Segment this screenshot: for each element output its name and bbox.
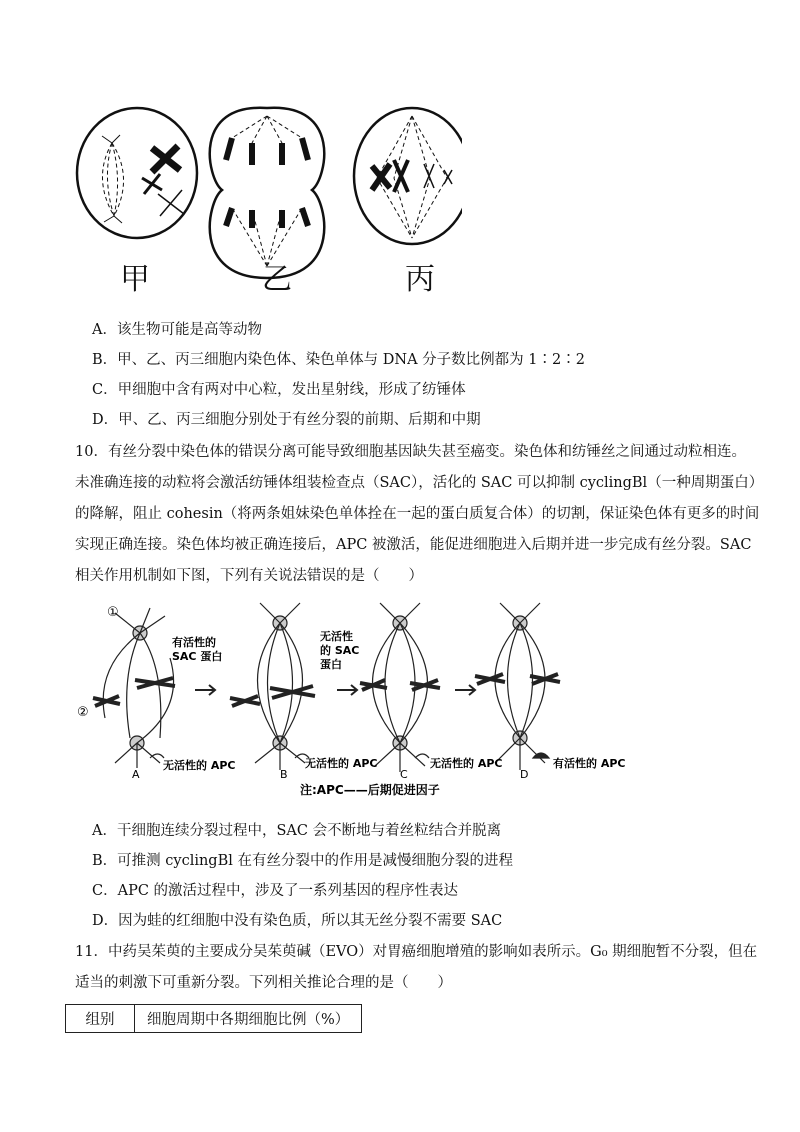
q11-line-2: 适当的刺激下可重新分裂。下列相关推论合理的是（ ）: [75, 975, 452, 991]
q9-option-a: A．该生物可能是高等动物: [92, 322, 262, 338]
q9-option-b: B．甲、乙、丙三细胞内染色体、染色单体与 DNA 分子数比例都为 1∶2∶2: [92, 352, 585, 368]
table-header-group: 组别: [66, 1005, 135, 1033]
caption-bing: 丙: [405, 262, 435, 297]
inactive-apc-label-a: 无活性的 APC: [163, 759, 236, 772]
q10-line-2: 未准确连接的动粒将会激活纺锤体组装检查点（SAC），活化的 SAC 可以抑制 cyclingBl（一种周期蛋白）: [75, 475, 764, 491]
inactive-apc-shape-a: [150, 754, 164, 758]
inactive-apc-shape-c: [415, 754, 429, 758]
q11-table: [65, 1004, 362, 1033]
spindle-cell-c: [360, 603, 440, 772]
panel-label-c: C: [400, 768, 408, 781]
sac-mechanism-figure: [75, 598, 635, 813]
spindle-cell-d: [475, 603, 560, 770]
inactive-sac-label-2: 的 SAC: [320, 644, 360, 657]
q10-line-1: 10．有丝分裂中染色体的错误分离可能导致细胞基因缺失甚至癌变。染色体和纺锤丝之间通过动粒相连。: [75, 444, 746, 460]
arrow-a-b: [195, 685, 215, 695]
inactive-sac-label-1: 无活性: [320, 630, 353, 643]
q9-option-c: C．甲细胞中含有两对中心粒，发出星射线，形成了纺锤体: [92, 382, 466, 398]
marker-2: ②: [77, 705, 89, 720]
cell-jia: [77, 108, 197, 238]
table-header-ratio: 细胞周期中各期细胞比例（%）: [135, 1005, 362, 1033]
q9-option-d: D．甲、乙、丙三细胞分别处于有丝分裂的前期、后期和中期: [92, 412, 481, 428]
q10-option-a: A．干细胞连续分裂过程中，SAC 会不断地与着丝粒结合并脱离: [92, 823, 502, 839]
q11-line-1: 11．中药吴茱萸的主要成分吴茱萸碱（EVO）对胃癌细胞增殖的影响如表所示。G₀ 期细胞暂不分裂，但在: [75, 944, 758, 960]
figure-note: 注:APC——后期促进因子: [300, 783, 440, 797]
panel-label-d: D: [520, 768, 529, 781]
q10-option-b: B．可推测 cyclingBl 在有丝分裂中的作用是减慢细胞分裂的进程: [92, 853, 513, 869]
inactive-apc-label-c: 无活性的 APC: [430, 757, 503, 770]
caption-jia: 甲: [120, 262, 150, 297]
inactive-sac-label-3: 蛋白: [320, 658, 342, 671]
active-apc-label: 有活性的 APC: [553, 757, 626, 770]
panel-label-a: A: [132, 768, 140, 781]
arrow-c-d: [455, 685, 475, 695]
marker-1: ①: [107, 605, 119, 620]
panel-label-b: B: [280, 768, 288, 781]
spindle-cell-b: [230, 603, 315, 770]
q10-option-d: D．因为蛙的红细胞中没有染色质，所以其无丝分裂不需要 SAC: [92, 913, 503, 929]
q10-line-3: 的降解，阻止 cohesin（将两条姐妹染色单体拴在一起的蛋白质复合体）的切割，保证染色体有更多的时间: [75, 506, 760, 522]
caption-yi: 乙: [262, 262, 292, 297]
q10-option-c: C．APC 的激活过程中，涉及了一系列基因的程序性表达: [92, 883, 459, 899]
cell-yi: [210, 108, 324, 278]
q10-line-4: 实现正确连接。染色体均被正确连接后，APC 被激活，能促进细胞进入后期并进一步完成有丝分裂。SAC: [75, 537, 752, 553]
q10-line-5: 相关作用机制如下图，下列有关说法错误的是（ ）: [75, 568, 423, 584]
active-sac-label-1: 有活性的: [172, 636, 216, 649]
spindle-cell-a: [93, 608, 175, 768]
inactive-apc-label-b: 无活性的 APC: [305, 757, 378, 770]
cell-bing: [354, 108, 462, 244]
active-sac-label-2: SAC 蛋白: [172, 650, 223, 663]
table-row: [66, 1005, 362, 1033]
arrow-b-c: [337, 685, 357, 695]
